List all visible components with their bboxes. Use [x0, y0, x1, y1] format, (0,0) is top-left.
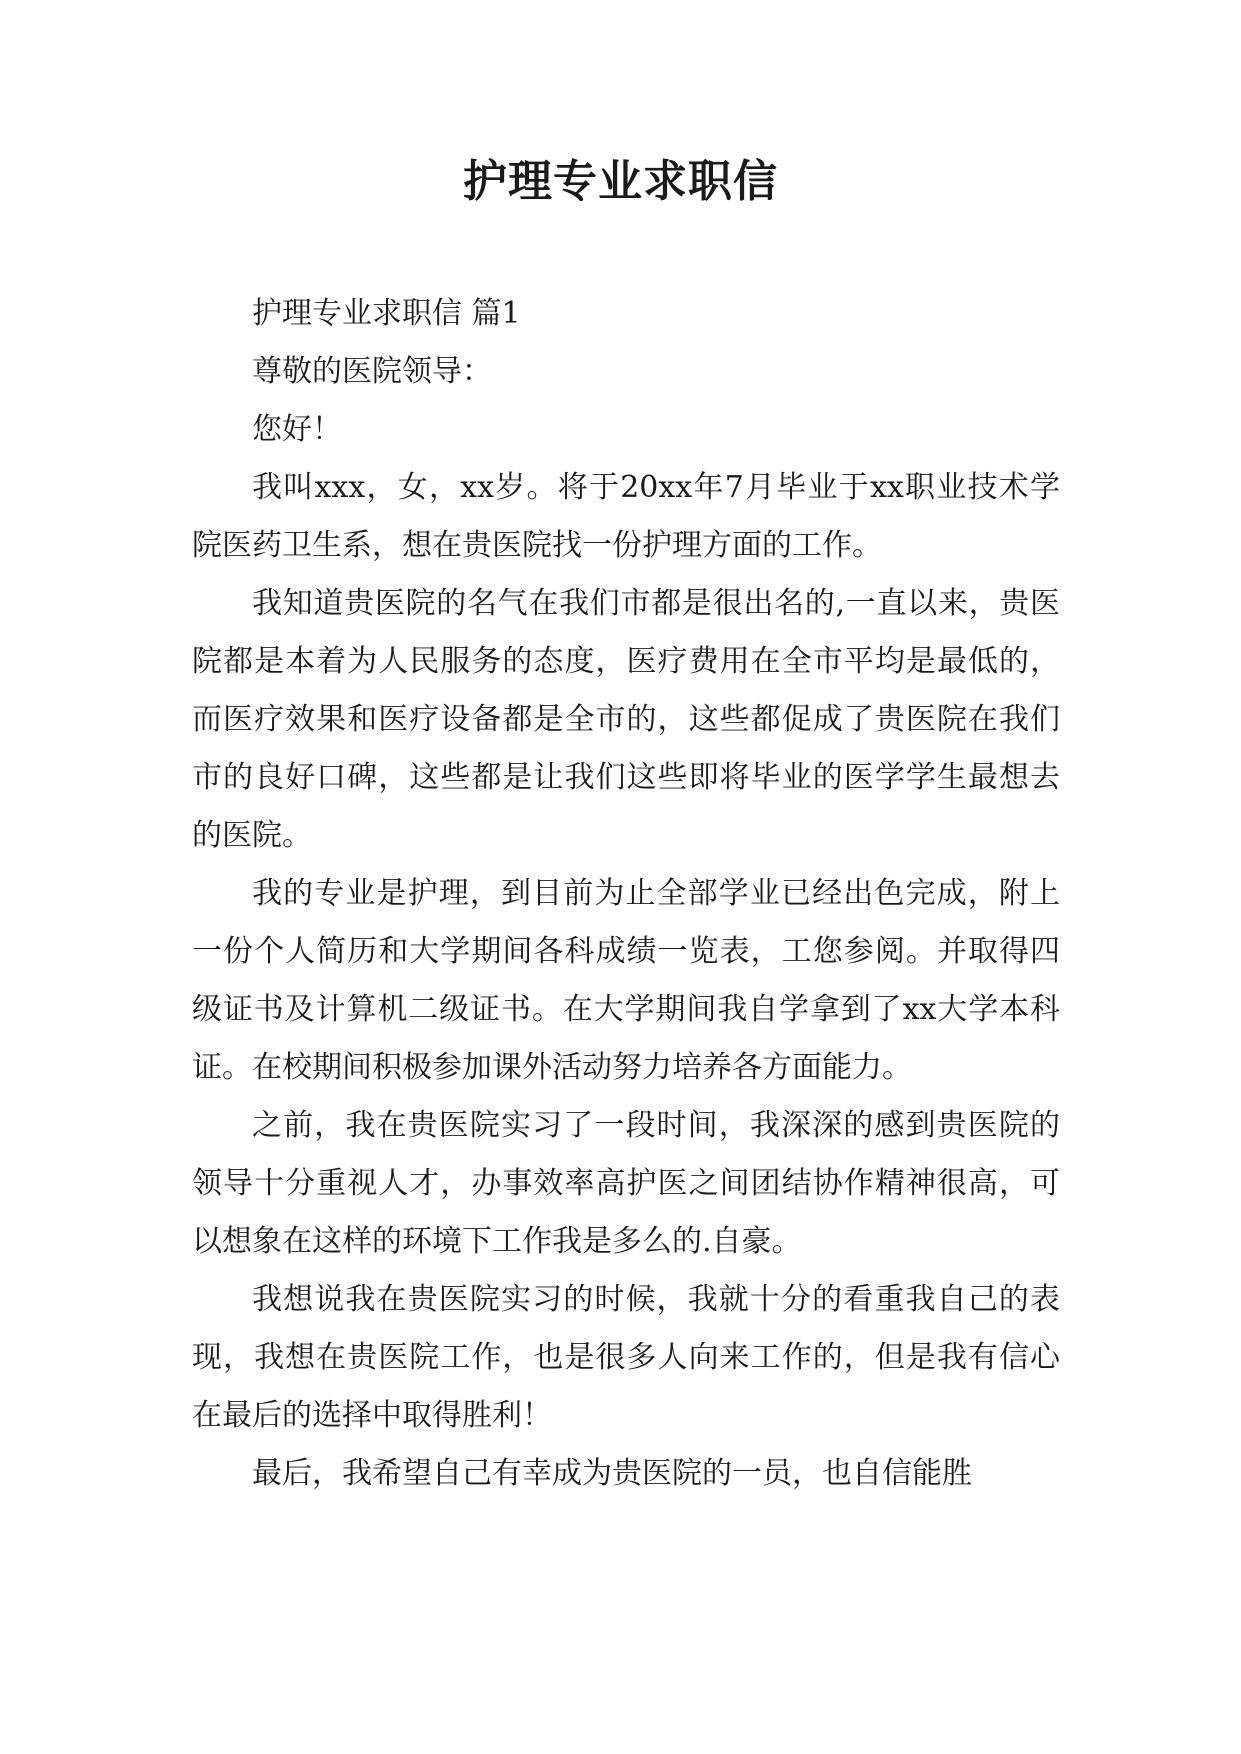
paragraph-hospital-reputation: 我知道贵医院的名气在我们市都是很出名的,一直以来，贵医院都是本着为人民服务的态度，医疗费用在全市平均是最低的，而医疗效果和医疗设备都是全市的，这些都促成了贵医院在我们市的良好口碑，这些都是让我们这些即将毕业的医学学生最想去的医院。	[192, 586, 1060, 853]
paragraph-education: 我的专业是护理，到目前为止全部学业已经出色完成，附上一份个人简历和大学期间各科成绩一览表，工您参阅。并取得四级证书及计算机二级证书。在大学期间我自学拿到了xx大学本科证。在校期间积极参加课外活动努力培养各方面能力。	[192, 876, 1060, 1085]
paragraph-introduction: 我叫xxx，女，xx岁。将于20xx年7月毕业于xx职业技术学院医药卫生系，想在贵医院找一份护理方面的工作。	[192, 470, 1060, 563]
paragraph-confidence: 我想说我在贵医院实习的时候，我就十分的看重我自己的表现，我想在贵医院工作，也是很多人向来工作的，但是我有信心在最后的选择中取得胜利！	[192, 1282, 1060, 1433]
paragraph-internship: 之前，我在贵医院实习了一段时间，我深深的感到贵医院的领导十分重视人才，办事效率高护医之间团结协作精神很高，可以想象在这样的环境下工作我是多么的.自豪。	[192, 1108, 1060, 1259]
paragraph-closing: 最后，我希望自己有幸成为贵医院的一员，也自信能胜	[252, 1456, 972, 1491]
document-title: 护理专业求职信	[463, 156, 778, 207]
section-heading: 护理专业求职信 篇1	[252, 296, 521, 331]
document-body	[192, 285, 1060, 1503]
salutation: 尊敬的医院领导：	[252, 354, 492, 389]
greeting: 您好！	[252, 412, 342, 447]
